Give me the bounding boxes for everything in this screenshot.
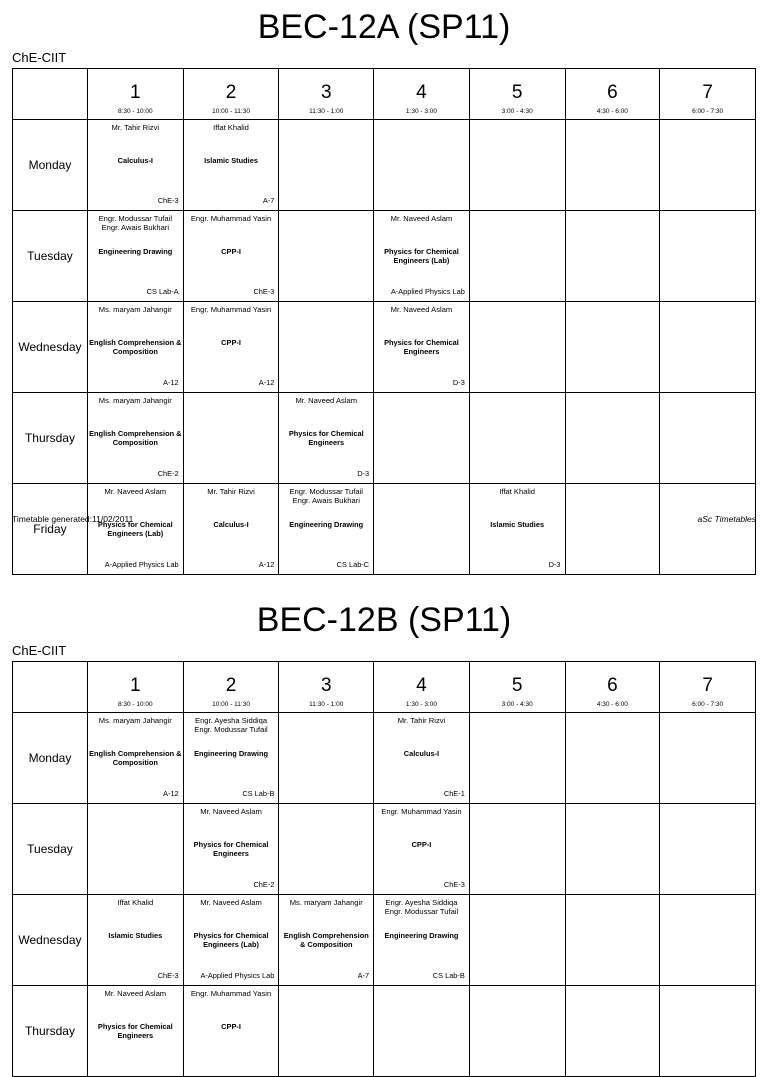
schedule-cell <box>183 302 279 393</box>
schedule-cell <box>279 713 374 804</box>
teacher-name: Ms. maryam Jahangir <box>289 898 363 907</box>
schedule-cell <box>183 120 279 211</box>
period-header-5 <box>469 69 565 120</box>
period-number: 2 <box>225 675 237 696</box>
room-label: CS Lab-C <box>336 560 370 569</box>
schedule-cell <box>660 211 756 302</box>
class-slot <box>88 713 183 803</box>
day-label: Tuesday <box>13 211 88 302</box>
schedule-cell <box>565 393 660 484</box>
schedule-cell <box>374 713 470 804</box>
day-row-wednesday <box>13 302 756 393</box>
teacher-name: Iffat Khalid <box>213 123 249 132</box>
day-label: Friday <box>13 484 88 575</box>
room-label: A-12 <box>163 378 179 387</box>
class-slot <box>184 713 279 803</box>
schedule-cell <box>87 211 183 302</box>
teacher-name: Mr. Naveed Aslam <box>104 989 167 998</box>
period-number: 7 <box>702 675 713 696</box>
class-slot <box>279 393 373 483</box>
day-label: Thursday <box>13 393 88 484</box>
period-header-3 <box>279 662 374 713</box>
class-slot <box>566 986 660 1076</box>
teacher-name: Iffat Khalid <box>499 487 536 496</box>
room-label: A-12 <box>258 378 275 387</box>
schedule-cell <box>660 895 756 986</box>
schedule-cell <box>660 393 756 484</box>
period-header-1 <box>87 662 183 713</box>
class-slot <box>184 804 279 894</box>
schedule-grid <box>12 661 756 1077</box>
teacher-name: Mr. Naveed Aslam <box>104 487 167 496</box>
room-label: CS Lab-A <box>146 287 179 296</box>
period-time: 11:30 - 1:00 <box>309 701 344 708</box>
subject-name: Physics for Chemical Engineers <box>97 1022 173 1040</box>
period-header-7 <box>660 69 756 120</box>
teacher-name: Mr. Naveed Aslam <box>390 305 453 314</box>
room-label: ChE-3 <box>443 880 465 889</box>
class-slot <box>374 986 469 1076</box>
class-slot <box>184 302 279 392</box>
corner-cell <box>13 662 88 713</box>
room-label: D-3 <box>452 378 465 387</box>
class-slot <box>279 986 373 1076</box>
period-time: 4:30 - 6:00 <box>596 108 628 115</box>
day-label: Monday <box>13 713 88 804</box>
class-slot <box>184 895 279 985</box>
schedule-cell <box>279 211 374 302</box>
period-time: 8:30 - 10:00 <box>117 108 153 115</box>
period-header-6 <box>565 662 660 713</box>
period-time: 3:00 - 4:30 <box>501 701 533 708</box>
class-slot <box>660 393 755 483</box>
class-slot <box>184 393 279 483</box>
timetable-title: BEC-12B (SP11) <box>256 601 512 639</box>
subject-name: English Comprehension & Composition <box>89 749 182 767</box>
class-slot <box>88 484 183 574</box>
day-row-thursday <box>13 986 756 1077</box>
schedule-cell <box>565 302 660 393</box>
class-slot <box>184 484 279 574</box>
schedule-cell <box>374 484 470 575</box>
schedule-cell <box>87 302 183 393</box>
period-number: 3 <box>320 82 332 103</box>
subject-name: Engineering Drawing <box>384 931 459 940</box>
teacher-name: Ms. maryam Jahangir <box>98 716 172 725</box>
room-label: CS Lab-B <box>432 971 465 980</box>
department-label: ChE-CIIT <box>12 643 67 658</box>
corner-cell <box>13 69 88 120</box>
period-time: 4:30 - 6:00 <box>596 701 628 708</box>
subject-name: Engineering Drawing <box>98 247 173 256</box>
class-slot <box>470 713 565 803</box>
schedule-cell <box>279 393 374 484</box>
subject-name: Islamic Studies <box>108 931 163 940</box>
class-slot <box>279 120 373 210</box>
class-slot <box>660 986 755 1076</box>
schedule-cell <box>374 211 470 302</box>
class-slot <box>374 302 469 392</box>
schedule-cell <box>660 713 756 804</box>
schedule-cell <box>279 484 374 575</box>
period-time: 3:00 - 4:30 <box>501 108 533 115</box>
class-slot <box>566 393 660 483</box>
schedule-cell <box>469 211 565 302</box>
subject-name: Calculus-I <box>117 156 153 165</box>
schedule-cell <box>565 484 660 575</box>
teacher-name: Engr. Muhammad Yasin <box>190 214 272 223</box>
day-row-monday <box>13 120 756 211</box>
subject-name: English Comprehension & Composition <box>89 429 182 447</box>
subject-name: CPP-I <box>221 247 241 256</box>
schedule-cell <box>565 895 660 986</box>
class-slot <box>374 393 469 483</box>
subject-name: Engineering Drawing <box>289 520 364 529</box>
class-slot <box>88 895 183 985</box>
subject-name: CPP-I <box>221 1022 241 1031</box>
teacher-name: Engr. Modussar Tufail Engr. Awais Bukhari <box>98 214 173 232</box>
schedule-cell <box>469 713 565 804</box>
schedule-cell <box>279 804 374 895</box>
schedule-cell <box>660 120 756 211</box>
teacher-name: Mr. Naveed Aslam <box>200 898 262 907</box>
schedule-cell <box>469 302 565 393</box>
day-row-tuesday <box>13 804 756 895</box>
class-slot <box>470 484 565 574</box>
teacher-name: Mr. Naveed Aslam <box>390 214 453 223</box>
class-slot <box>88 804 183 894</box>
schedule-cell <box>87 484 183 575</box>
department-label: ChE-CIIT <box>12 50 67 65</box>
period-time: 1:30 - 3:00 <box>405 701 437 708</box>
schedule-cell <box>469 393 565 484</box>
period-number: 6 <box>607 82 618 103</box>
schedule-cell <box>469 484 565 575</box>
room-label: ChE-2 <box>157 469 179 478</box>
schedule-cell <box>374 120 470 211</box>
period-header-6 <box>565 69 660 120</box>
teacher-name: Mr. Tahir Rizvi <box>207 487 255 496</box>
teacher-name: Mr. Tahir Rizvi <box>111 123 160 132</box>
day-row-friday <box>13 484 756 575</box>
class-slot <box>470 302 565 392</box>
room-label: ChE-3 <box>157 196 179 205</box>
schedule-cell <box>374 302 470 393</box>
subject-name: English Comprehension & Composition <box>89 338 182 356</box>
subject-name: Physics for Chemical Engineers (Lab) <box>384 247 459 265</box>
class-slot <box>660 804 755 894</box>
schedule-cell <box>279 895 374 986</box>
schedule-cell <box>87 804 183 895</box>
teacher-name: Mr. Naveed Aslam <box>200 807 262 816</box>
class-slot <box>660 302 755 392</box>
class-slot <box>279 895 373 985</box>
teacher-name: Mr. Naveed Aslam <box>295 396 358 405</box>
room-label: ChE-3 <box>253 287 275 296</box>
subject-name: Islamic Studies <box>204 156 258 165</box>
class-slot <box>470 986 565 1076</box>
teacher-name: Engr. Modussar Tufail Engr. Awais Bukhari <box>289 487 363 505</box>
subject-name: Physics for Chemical Engineers <box>193 840 269 858</box>
period-header-1 <box>87 69 183 120</box>
day-label: Thursday <box>13 986 88 1077</box>
schedule-cell <box>374 804 470 895</box>
class-slot <box>374 713 469 803</box>
schedule-cell <box>183 986 279 1077</box>
class-slot <box>184 986 279 1076</box>
period-number: 2 <box>225 82 237 103</box>
room-label: ChE-2 <box>253 880 275 889</box>
period-number: 7 <box>702 82 713 103</box>
period-header-2 <box>183 662 279 713</box>
subject-name: Physics for Chemical Engineers (Lab) <box>97 520 173 538</box>
class-slot <box>88 120 183 210</box>
period-header-2 <box>183 69 279 120</box>
class-slot <box>374 120 469 210</box>
period-number: 4 <box>416 675 427 696</box>
schedule-cell <box>565 120 660 211</box>
class-slot <box>660 895 755 985</box>
class-slot <box>374 484 469 574</box>
subject-name: Engineering Drawing <box>194 749 268 758</box>
class-slot <box>279 804 373 894</box>
period-header-4 <box>374 69 470 120</box>
subject-name: Physics for Chemical Engineers <box>384 338 459 356</box>
class-slot <box>279 713 373 803</box>
class-slot <box>566 211 660 301</box>
period-header-3 <box>279 69 374 120</box>
schedule-cell <box>469 895 565 986</box>
schedule-grid <box>12 68 756 575</box>
period-number: 1 <box>130 675 141 696</box>
schedule-cell <box>565 211 660 302</box>
schedule-cell <box>87 120 183 211</box>
period-number: 3 <box>320 675 332 696</box>
period-time: 10:00 - 11:30 <box>212 108 250 115</box>
room-label: A-Applied Physics Lab <box>390 287 465 296</box>
period-time: 1:30 - 3:00 <box>405 108 437 115</box>
timetable-title: BEC-12A (SP11) <box>257 8 511 46</box>
schedule-cell <box>374 895 470 986</box>
class-slot <box>660 211 755 301</box>
day-row-thursday <box>13 393 756 484</box>
day-row-wednesday <box>13 895 756 986</box>
class-slot <box>184 120 279 210</box>
period-header-5 <box>469 662 565 713</box>
period-number: 4 <box>416 82 427 103</box>
schedule-cell <box>660 986 756 1077</box>
schedule-cell <box>183 484 279 575</box>
period-time: 6:00 - 7:30 <box>692 701 724 708</box>
class-slot <box>88 986 183 1076</box>
teacher-name: Ms. maryam Jahangir <box>98 396 172 405</box>
class-slot <box>279 211 373 301</box>
schedule-cell <box>279 986 374 1077</box>
schedule-cell <box>279 120 374 211</box>
period-number: 6 <box>607 675 618 696</box>
schedule-cell <box>87 393 183 484</box>
schedule-cell <box>469 120 565 211</box>
subject-name: English Comprehension & Composition <box>283 931 369 949</box>
class-slot <box>470 804 565 894</box>
schedule-cell <box>660 804 756 895</box>
class-slot <box>279 302 373 392</box>
schedule-cell <box>183 713 279 804</box>
schedule-cell <box>660 484 756 575</box>
subject-name: Calculus-I <box>403 749 440 758</box>
teacher-name: Iffat Khalid <box>117 898 154 907</box>
class-slot <box>184 211 279 301</box>
day-label: Wednesday <box>13 895 88 986</box>
schedule-cell <box>565 713 660 804</box>
class-slot <box>566 302 660 392</box>
class-slot <box>88 393 183 483</box>
class-slot <box>566 713 660 803</box>
period-header-row <box>13 69 756 120</box>
schedule-cell <box>87 713 183 804</box>
class-slot <box>88 211 183 301</box>
class-slot <box>470 120 565 210</box>
period-time: 11:30 - 1:00 <box>309 108 344 115</box>
subject-name: CPP-I <box>411 840 432 849</box>
subject-name: Physics for Chemical Engineers <box>288 429 364 447</box>
generator-brand: aSc Timetables <box>697 514 756 524</box>
room-label: A-Applied Physics Lab <box>104 560 179 569</box>
class-slot <box>470 895 565 985</box>
room-label: A-12 <box>258 560 275 569</box>
room-label: A-Applied Physics Lab <box>200 971 275 980</box>
schedule-cell <box>469 804 565 895</box>
day-row-monday <box>13 713 756 804</box>
schedule-cell <box>87 986 183 1077</box>
subject-name: Calculus-I <box>213 520 249 529</box>
subject-name: CPP-I <box>221 338 241 347</box>
teacher-name: Engr. Ayesha Siddiqa Engr. Modussar Tufail <box>194 716 268 734</box>
period-header-7 <box>660 662 756 713</box>
class-slot <box>660 484 755 574</box>
class-slot <box>470 211 565 301</box>
class-slot <box>660 120 755 210</box>
room-label: A-12 <box>163 789 179 798</box>
class-slot <box>566 484 660 574</box>
schedule-cell <box>374 986 470 1077</box>
schedule-cell <box>660 302 756 393</box>
class-slot <box>374 895 469 985</box>
schedule-cell <box>469 986 565 1077</box>
class-slot <box>566 120 660 210</box>
teacher-name: Engr. Ayesha Siddiqa Engr. Modussar Tufail <box>384 898 459 916</box>
room-label: A-7 <box>262 196 275 205</box>
period-number: 5 <box>511 675 523 696</box>
schedule-cell <box>374 393 470 484</box>
schedule-cell <box>183 895 279 986</box>
schedule-cell <box>183 393 279 484</box>
room-label: ChE-3 <box>157 971 179 980</box>
subject-name: Islamic Studies <box>490 520 545 529</box>
class-slot <box>660 713 755 803</box>
teacher-name: Ms. maryam Jahangir <box>98 305 172 314</box>
period-header-4 <box>374 662 470 713</box>
day-label: Monday <box>13 120 88 211</box>
schedule-cell <box>87 895 183 986</box>
class-slot <box>566 895 660 985</box>
period-time: 10:00 - 11:30 <box>212 701 250 708</box>
room-label: D-3 <box>548 560 561 569</box>
subject-name: Physics for Chemical Engineers (Lab) <box>193 931 269 949</box>
period-time: 8:30 - 10:00 <box>117 701 153 708</box>
class-slot <box>88 302 183 392</box>
period-number: 5 <box>511 82 523 103</box>
class-slot <box>374 211 469 301</box>
room-label: ChE-1 <box>443 789 465 798</box>
class-slot <box>279 484 373 574</box>
teacher-name: Engr. Muhammad Yasin <box>190 989 272 998</box>
period-number: 1 <box>130 82 141 103</box>
day-row-tuesday <box>13 211 756 302</box>
period-time: 6:00 - 7:30 <box>692 108 724 115</box>
schedule-cell <box>279 302 374 393</box>
schedule-cell <box>183 211 279 302</box>
schedule-cell <box>183 804 279 895</box>
day-label: Tuesday <box>13 804 88 895</box>
generated-date: Timetable generated:11/02/2011 <box>12 514 134 524</box>
period-header-row <box>13 662 756 713</box>
teacher-name: Engr. Muhammad Yasin <box>381 807 462 816</box>
class-slot <box>566 804 660 894</box>
room-label: CS Lab-B <box>242 789 275 798</box>
schedule-cell <box>565 804 660 895</box>
class-slot <box>374 804 469 894</box>
room-label: D-3 <box>357 469 370 478</box>
room-label: A-7 <box>357 971 370 980</box>
class-slot <box>470 393 565 483</box>
day-label: Wednesday <box>13 302 88 393</box>
teacher-name: Engr. Muhammad Yasin <box>190 305 272 314</box>
teacher-name: Mr. Tahir Rizvi <box>397 716 446 725</box>
schedule-cell <box>565 986 660 1077</box>
